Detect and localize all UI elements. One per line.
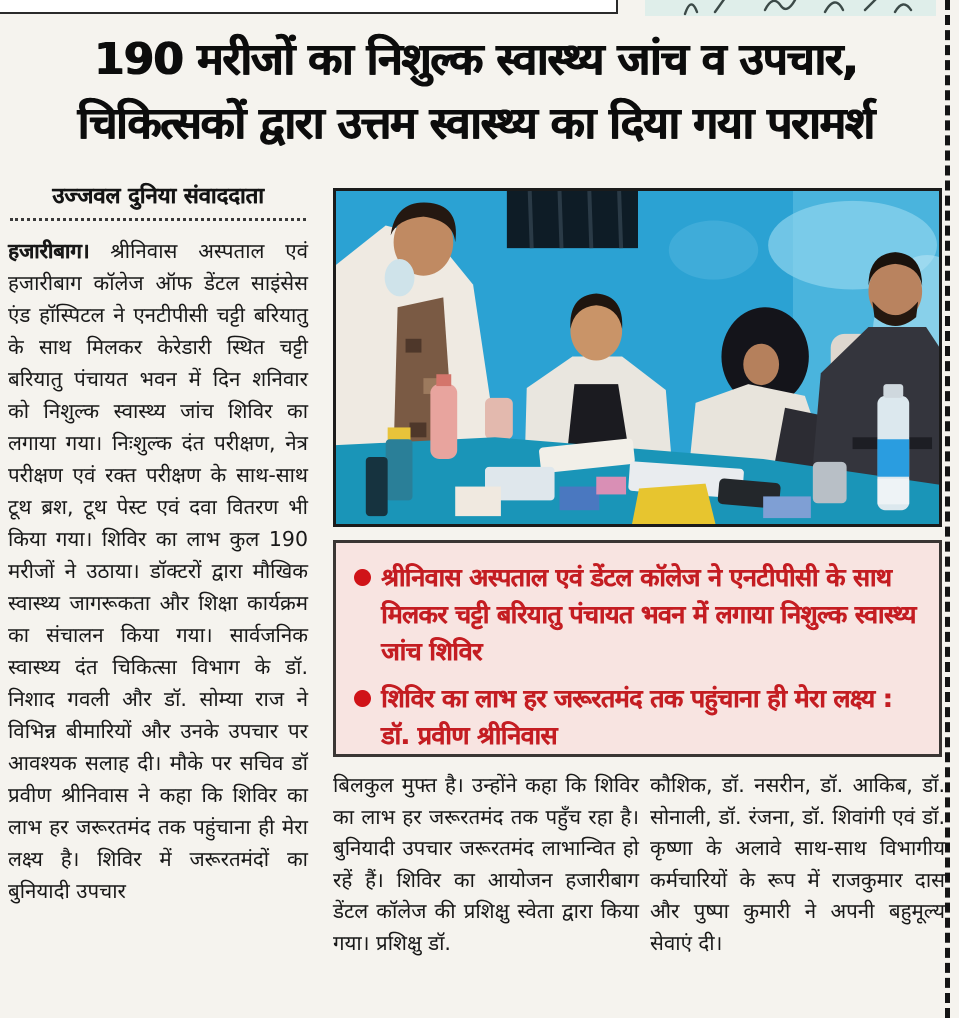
article-photo	[333, 188, 942, 527]
article-headline	[10, 28, 942, 156]
article-body-left	[8, 235, 308, 907]
highlight-quote-box	[333, 540, 942, 757]
handwriting-marks-icon	[645, 0, 936, 16]
cropped-masthead-box	[0, 0, 618, 14]
headline-line-1: 190 मरीजों का निशुल्क स्वास्थ्य जांच व उपचार,	[94, 34, 858, 85]
highlight-bullet-item	[352, 680, 921, 754]
dateline: हजारीबाग।	[8, 239, 90, 263]
byline-separator	[10, 218, 306, 221]
article-body-left-text: श्रीनिवास अस्पताल एवं हजारीबाग कॉलेज ऑफ डेंटल साइंसेस एंड हॉस्पिटल ने एनटीपीसी चट्टी बरियातु के साथ मिलकर केरेडारी स्थित चट्टी बरियातु पंचायत भवन में दिन शनिवार को निशुल्क स्वास्थ्य जांच शिविर का लगाया गया। निःशुल्क दंत परीक्षण, नेत्र परीक्षण एवं रक्त परीक्षण के साथ-साथ टूथ ब्रश, टूथ पेस्ट एवं दवा वितरण भी किया गया। शिविर का लाभ कुल 190 मरीजों ने उठाया। डॉक्टरों द्वारा मौखिक स्वास्थ्य जागरूकता और शिक्षा कार्यक्रम का संचालन किया गया। सार्वजनिक स्वास्थ्य दंत चिकित्सा विभाग के डॉ. निशाद गवली और डॉ. सोम्या राज ने विभिन्न बीमारियों और उनके उपचार पर आवश्यक सलाह दी। मौके पर सचिव डॉ प्रवीण श्रीनिवास ने कहा कि शिविर का लाभ हर जरूरतमंद तक पहुंचाना ही मेरा लक्ष्य है। शिविर में जरूरतमंदों का बुनियादी उपचार	[8, 239, 308, 903]
article-body-right: कौशिक, डॉ. नसरीन, डॉ. आकिब, डॉ. सोनाली, डॉ. रंजना, डॉ. शिवांगी एवं डॉ. कृष्णा के अलावे साथ-साथ विभागीय कर्मचारियों के रूप में राजकुमार दास और पुष्पा कुमारी ने अपनी बहुमूल्य सेवाएं दी।	[650, 773, 945, 955]
highlight-text-1: श्रीनिवास अस्पताल एवं डेंटल कॉलेज ने एनटीपीसी के साथ मिलकर चट्टी बरियातु पंचायत भवन में लगाया निशुल्क स्वास्थ्य जांच शिविर	[381, 563, 916, 666]
health-camp-photo-illustration	[336, 191, 939, 524]
highlight-bullet-item	[352, 559, 921, 670]
cropped-handwriting-strip	[645, 0, 936, 16]
bullet-dot-icon	[354, 569, 371, 586]
column-divider-dashed-line	[945, 0, 950, 1018]
right-column	[650, 770, 945, 959]
article-body-middle: बिलकुल मुफ्त है। उन्होंने कहा कि शिविर का लाभ हर जरूरतमंद तक पहुँच रहा है। बुनियादी उपचार जरूरतमंद लाभान्वित हो रहें हैं। शिविर का आयोजन हजारीबाग डेंटल कॉलेज की प्रशिक्षु स्वेता द्वारा किया गया। प्रशिक्षु डॉ.	[333, 773, 639, 955]
highlight-text-2: शिविर का लाभ हर जरूरतमंद तक पहुंचाना ही मेरा लक्ष्य : डॉ. प्रवीण श्रीनिवास	[381, 684, 893, 750]
byline: उज्जवल दुनिया संवाददाता	[52, 184, 264, 209]
middle-column	[333, 770, 639, 959]
headline-line-2: चिकित्सकों द्वारा उत्तम स्वास्थ्य का दिया गया परामर्श	[77, 98, 875, 149]
bullet-dot-icon	[354, 690, 371, 707]
left-column	[8, 180, 308, 907]
